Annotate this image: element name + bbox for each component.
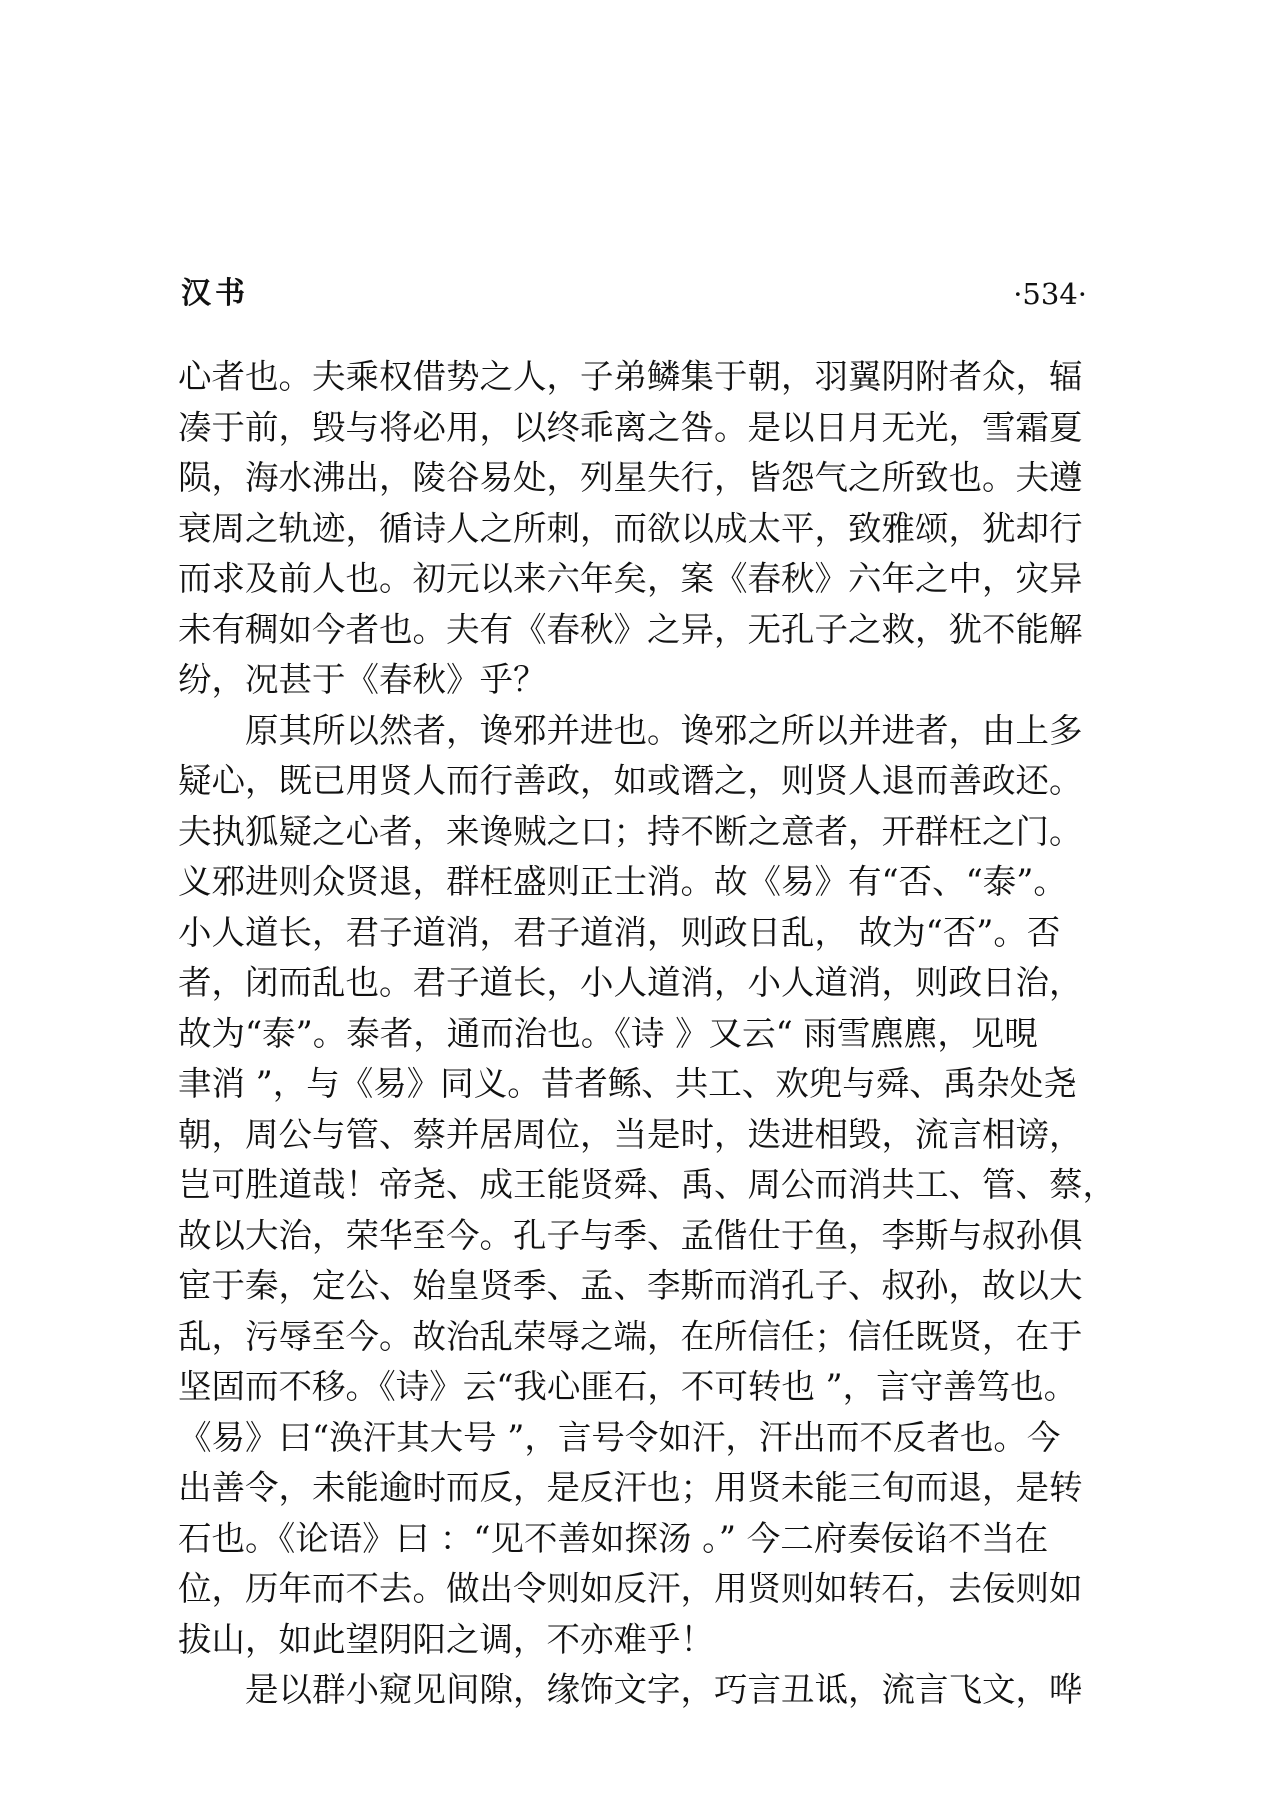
paragraph-start-line: 原其所以然者，谗邪并进也。谗邪之所以并进者，由上多 [178,710,1083,750]
text-line: 者，闭而乱也。君子道长，小人道消，小人道消，则政日治， [178,963,1083,1002]
text-line: 夫执狐疑之心者，来谗贼之口；持不断之意者，开群枉之门。 [178,811,1083,851]
text-line: 聿消 ”，与《易》同义。昔者鲧、共工、欢兜与舜、禹杂处尧 [178,1064,1077,1103]
text-line: 疑心，既已用贤人而行善政，如或谮之，则贤人退而善政还。 [178,761,1083,800]
running-head [181,274,1087,314]
book-title: 汉书 [181,276,249,311]
paragraph-start-line: 是以群小窥见间隙，缘饰文字，巧言丑诋，流言飞文，哗 [178,1670,1083,1709]
text-line: 《易》曰“涣汗其大号 ”，言号令如汗，汗出而不反者也。今 [178,1417,1061,1457]
text-line: 宦于秦，定公、始皇贤季、孟、李斯而消孔子、叔孙，故以大 [178,1266,1083,1305]
text-line: 坚固而不移。《诗》云“我心匪石，不可转也 ”，言守善笃也。 [178,1367,1078,1406]
text-line: 出善令，未能逾时而反，是反汗也；用贤未能三旬而退，是转 [178,1468,1083,1507]
text-line: 心者也。夫乘权借势之人，子弟鳞集于朝，羽翼阴附者众，辐 [178,357,1083,396]
text-line: 位，历年而不去。做出令则如反汗，用贤则如转石，去佞则如 [178,1569,1083,1608]
text-line: 石也。《论语》曰 ：“见不善如探汤 。” 今二府奏佞谄不当在 [178,1518,1049,1558]
text-line: 故以大治，荣华至今。孔子与季、孟偕仕于鱼，李斯与叔孙俱 [178,1215,1083,1255]
text-line: 未有稠如今者也。夫有《春秋》之异，无孔子之救，犹不能解 [178,609,1083,649]
text-line: 拔山，如此望阴阳之调，不亦难乎！ [178,1619,714,1659]
text-line: 衰周之轨迹，循诗人之所刺，而欲以成太平，致雅颂，犹却行 [178,508,1083,548]
page-number: ·534· [1013,277,1087,311]
text-line: 故为“泰”。泰者，通而治也。《诗 》又云“ 雨雪麃麃，见晛 [178,1013,1038,1053]
text-line: 纷，况甚于《春秋》乎？ [178,660,547,699]
text-line: 凑于前，毁与将必用，以终乖离之咎。是以日月无光，雪霜夏 [178,407,1083,447]
text-line: 岂可胜道哉！帝尧、成王能贤舜、禹、周公而消共工、管、蔡， [178,1165,1116,1204]
text-line: 陨，海水沸出，陵谷易处，列星失行，皆怨气之所致也。夫遵 [178,458,1083,497]
text-line: 而求及前人也。初元以来六年矣，案《春秋》六年之中，灾异 [178,559,1083,598]
text-line: 义邪进则众贤退，群枉盛则正士消。故《易》有“否、“泰”。 [178,862,1067,901]
text-line: 乱，污辱至今。故治乱荣辱之端，在所信任；信任既贤，在于 [178,1316,1083,1356]
body-text [178,352,1116,1716]
text-line: 小人道长，君子道消，君子道消，则政日乱， 故为“否”。否 [178,912,1061,952]
text-line: 朝，周公与管、蔡并居周位，当是时，迭进相毁，流言相谤， [178,1114,1083,1154]
